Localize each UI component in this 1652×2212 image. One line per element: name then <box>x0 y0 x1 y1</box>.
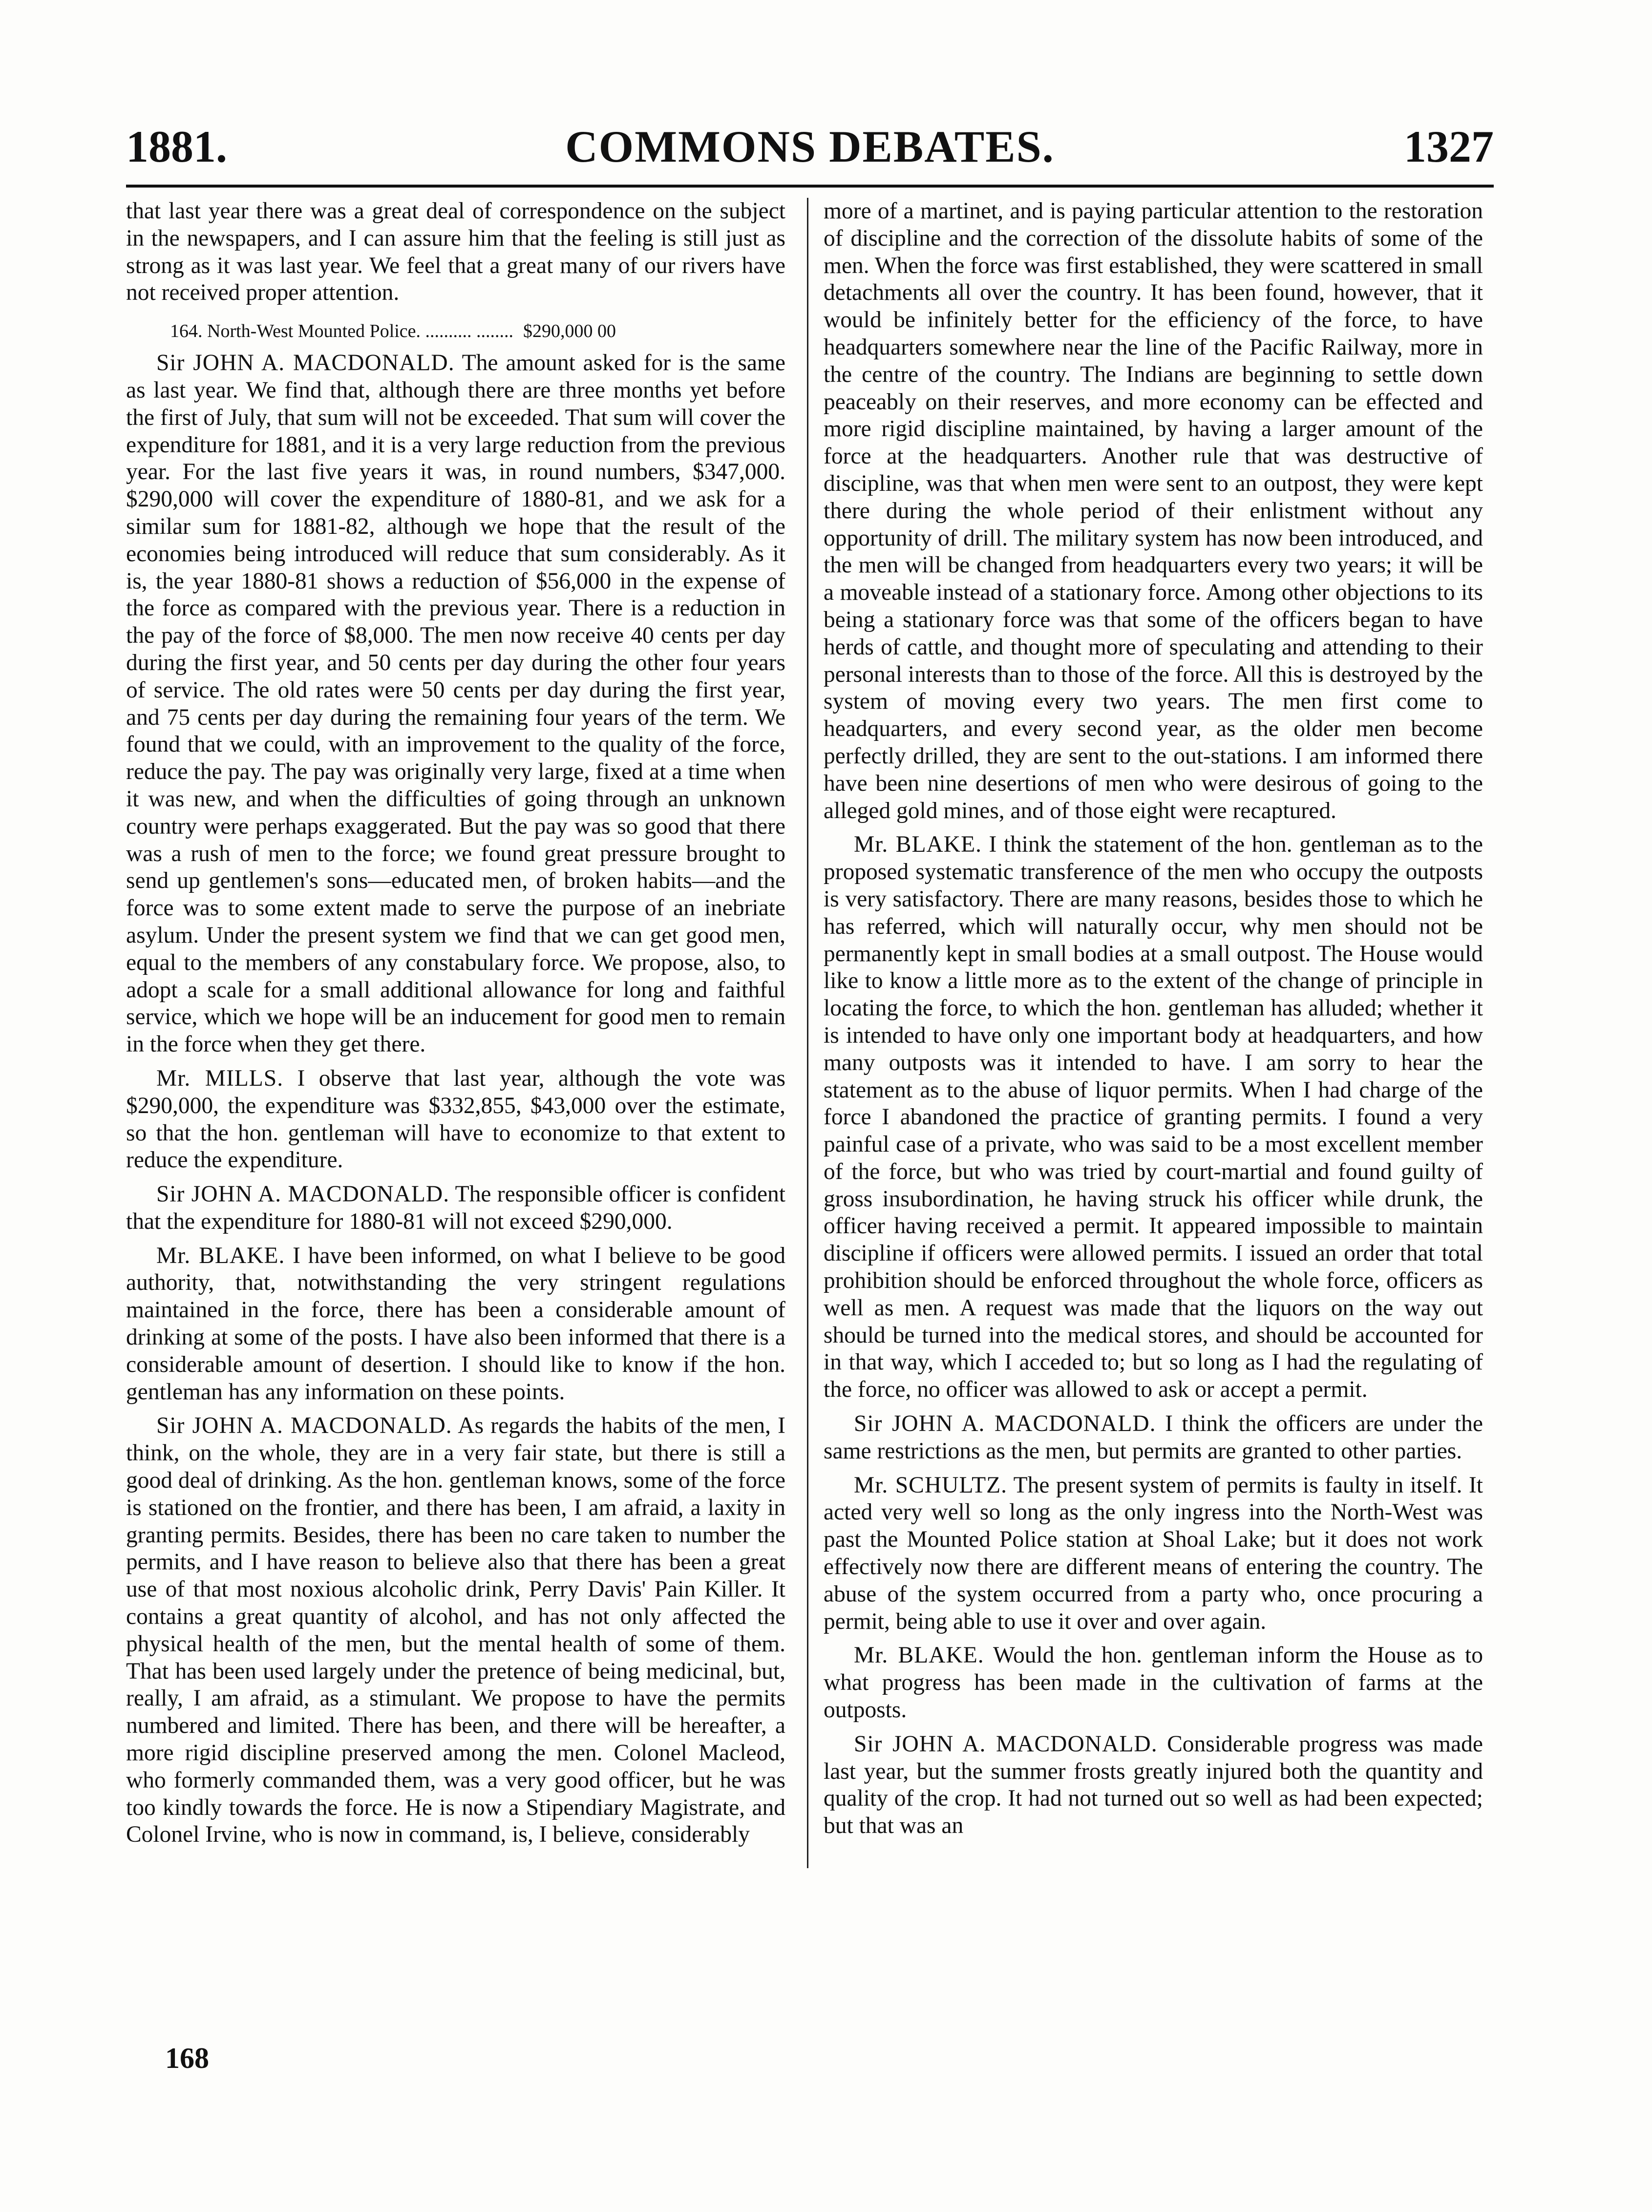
continued-paragraph: that last year there was a great deal of correspondence on the subject in the newspapers, and I can assure him that the feeling is still just as strong as it was last year. We feel that a great many of our rivers have not received proper attention. <box>126 198 785 306</box>
speech-text: As regards the habits of the men, I think, on the whole, they are in a very fair state, but there is still a good deal of drinking. As the hon. gentleman knows, some of the force is stationed on the frontier, and there has been, I am afraid, a laxity in granting permits. Besides, there has been no care taken to number the permits, and I have reason to believe also that there has been a great use of that most noxious alcoholic drink, Perry Davis' Pain Killer. It contains a great quantity of alcohol, and has not only affected the physical health of the men, but the mental health of some of them. That has been used largely under the pretence of being medicinal, but, really, I am afraid, as a stimulant. We propose to have the permits numbered and limited. There has been, and there will be hereafter, a more rigid discipline preserved among the men. Colonel Macleod, who formerly commanded them, was a very good officer, but he was too kindly towards the force. He is now a Stipendiary Magistrate, and Colonel Irvine, who is now in command, is, I believe, considerably <box>126 1413 785 1848</box>
signature-mark: 168 <box>165 2042 209 2074</box>
speaker-name: Mr. BLAKE. <box>854 832 982 858</box>
speech-paragraph <box>824 1411 1483 1465</box>
speech-paragraph <box>126 1243 785 1406</box>
speech-paragraph <box>824 1731 1483 1840</box>
speaker-name: Mr. BLAKE. <box>156 1243 285 1268</box>
speech-paragraph <box>126 1181 785 1236</box>
speaker-name: Sir JOHN A. MACDONALD. <box>854 1411 1156 1437</box>
estimate-item <box>126 319 785 343</box>
speaker-name: Sir JOHN A. MACDONALD. <box>156 1181 450 1207</box>
speech-paragraph <box>126 350 785 1058</box>
speech-text: The responsible officer is confident that the expenditure for 1880-81 will not exceed $290,000. <box>126 1181 785 1234</box>
page-header <box>126 117 1494 176</box>
left-column <box>126 198 785 1849</box>
column-divider <box>807 198 808 1868</box>
right-column <box>824 198 1483 1840</box>
continued-paragraph: more of a martinet, and is paying particular attention to the restoration of discipline and the correction of the dissolute habits of some of the men. When the force was first established, they were scattered in small detachments all over the country. It has been found, however, that it would be infinitely better for the efficiency of the force, to have headquarters somewhere near the line of the Pacific Railway, more in the centre of the country. The Indians are beginning to settle down peaceably on their reserves, and more economy can be effected and more rigid discipline maintained, by having a larger amount of the force at the headquarters. Another rule that was destructive of discipline, was that when men were sent to an outpost, they were kept there during the whole period of their enlistment without any opportunity of drill. The military system has now been introduced, and the men will be changed from headquarters every two years; it will be a moveable instead of a stationary force. Among other objections to its being a stationary force was that some of the officers began to have herds of cattle, and thought more of speculating and attending to their personal interests than to those of the force. All this is destroyed by the system of moving every two years. The men first come to headquarters, and every second year, as the older men become perfectly drilled, they are sent to the out-stations. I am informed there have been nine desertions of men who were desirous of going to the alleged gold mines, and of those eight were recaptured. <box>824 198 1483 823</box>
speech-text: Would the hon. gentleman inform the House as to what progress has been made in the cultivation of farms at the outposts. <box>824 1643 1483 1723</box>
speech-text: Considerable progress was made last year, but the summer frosts greatly injured both the quantity and quality of the crop. It had not turned out so well as had been expected; but that was an <box>824 1731 1483 1839</box>
speech-text: I observe that last year, although the vote was $290,000, the expenditure was $332,855, $43,000 over the estimate, so that the hon. gentleman will have to economize to that extent to reduce the expenditure. <box>126 1065 786 1173</box>
speech-text: I have been informed, on what I believe to be good authority, that, notwithstanding the very stringent regulations maintained in the force, there has been a considerable amount of drinking at some of the posts. I have also been informed that there is a considerable amount of desertion. I should like to know if the hon. gentleman has any information on these points. <box>126 1243 786 1405</box>
speaker-name: Sir JOHN A. MACDONALD. <box>156 350 455 376</box>
speaker-name: Mr. MILLS. <box>156 1065 284 1091</box>
speech-text: I think the officers are under the same restrictions as the men, but permits are granted to other parties. <box>824 1411 1483 1464</box>
speaker-name: Sir JOHN A. MACDONALD. <box>854 1731 1158 1757</box>
speech-paragraph <box>126 1065 785 1174</box>
speech-text: I think the statement of the hon. gentleman as to the proposed systematic transference of the men who occupy the outposts is very satisfactory. There are many reasons, besides those to which he has referred, which will naturally occur, why men should not be permanently kept in small bodies at a small outpost. The House would like to know a little more as to the extent of the change of principle in locating the force, to which the hon. gentleman has alluded; whether it is intended to have only one important body at headquarters, and how many outposts was it intended to have. I am sorry to hear the statement as to the abuse of liquor permits. When I had charge of the force I abandoned the practice of granting permits. I found a very painful case of a private, who was said to be a most excellent member of the force, but who was tried by court-martial and found guilty of gross insubordination, he having struck his officer while drunk, the officer having received a permit. It appeared impossible to maintain discipline if officers were allowed permits. I issued an order that total prohibition should be enforced throughout the whole force, officers as well as men. A request was made that the liquors on the way out should be turned into the medical stores, and should be accounted for in that way, which I acceded to; but so long as I had the regulating of the force, no officer was allowed to ask or accept a permit. <box>824 832 1483 1403</box>
speech-paragraph <box>824 1472 1483 1636</box>
header-page-number: 1327 <box>1404 122 1494 171</box>
speech-paragraph <box>824 1642 1483 1724</box>
speech-paragraph <box>824 831 1483 1404</box>
speech-text: The amount asked for is the same as last year. We find that, although there are three months yet before the first of July, that sum will not be exceeded. That sum will cover the expenditure for 1881, and it is a very large reduction from the previous year. For the last five years it was, in round numbers, $347,000. $290,000 will cover the expenditure of 1880-81, and we ask for a similar sum for 1881-82, although we hope that the result of the economies being introduced will reduce that sum considerably. As it is, the year 1880-81 shows a reduction of $56,000 in the expense of the force as compared with the previous year. There is a reduction in the pay of the force of $8,000. The men now receive 40 cents per day during the first year, and 50 cents per day during the other four years of service. The old rates were 50 cents per day during the first year, and 75 cents per day during the remaining four years of the term. We found that we could, with an improvement to the quality of the force, reduce the pay. The pay was originally very large, fixed at a time when it was new, and when the difficulties of going through an unknown country were perhaps exaggerated. But the pay was so good that there was a rush of men to the force; we found great pressure brought to send up gentlemen's sons—educated men, of broken habits—and the force was to some extent made to serve the purpose of an inebriate asylum. Under the present system we find that we can get good men, equal to the members of any constabulary force. We propose, also, to adopt a scale for a small additional allowance for long and faithful service, which we hope will be an inducement for good men to remain in the force when they get there. <box>126 350 785 1057</box>
header-rule <box>126 185 1494 188</box>
estimate-item-label: 164. North-West Mounted Police. .......... ........ <box>170 321 514 342</box>
speaker-name: Mr. SCHULTZ. <box>854 1472 1008 1498</box>
speech-text: The present system of permits is faulty in itself. It acted very well so long as the only ingress into the North-West was past the Mounted Police station at Shoal Lake; but it does not work effectively now there are different means of entering the country. The abuse of the system occurred from a party who, once procuring a permit, being able to use it over and over again. <box>824 1472 1483 1634</box>
estimate-item-amount: $290,000 00 <box>523 321 616 342</box>
speaker-name: Mr. BLAKE. <box>854 1643 984 1668</box>
header-title: COMMONS DEBATES. <box>565 122 1055 171</box>
speaker-name: Sir JOHN A. MACDONALD. <box>156 1413 452 1439</box>
speech-paragraph <box>126 1412 785 1849</box>
header-year: 1881. <box>126 122 227 171</box>
